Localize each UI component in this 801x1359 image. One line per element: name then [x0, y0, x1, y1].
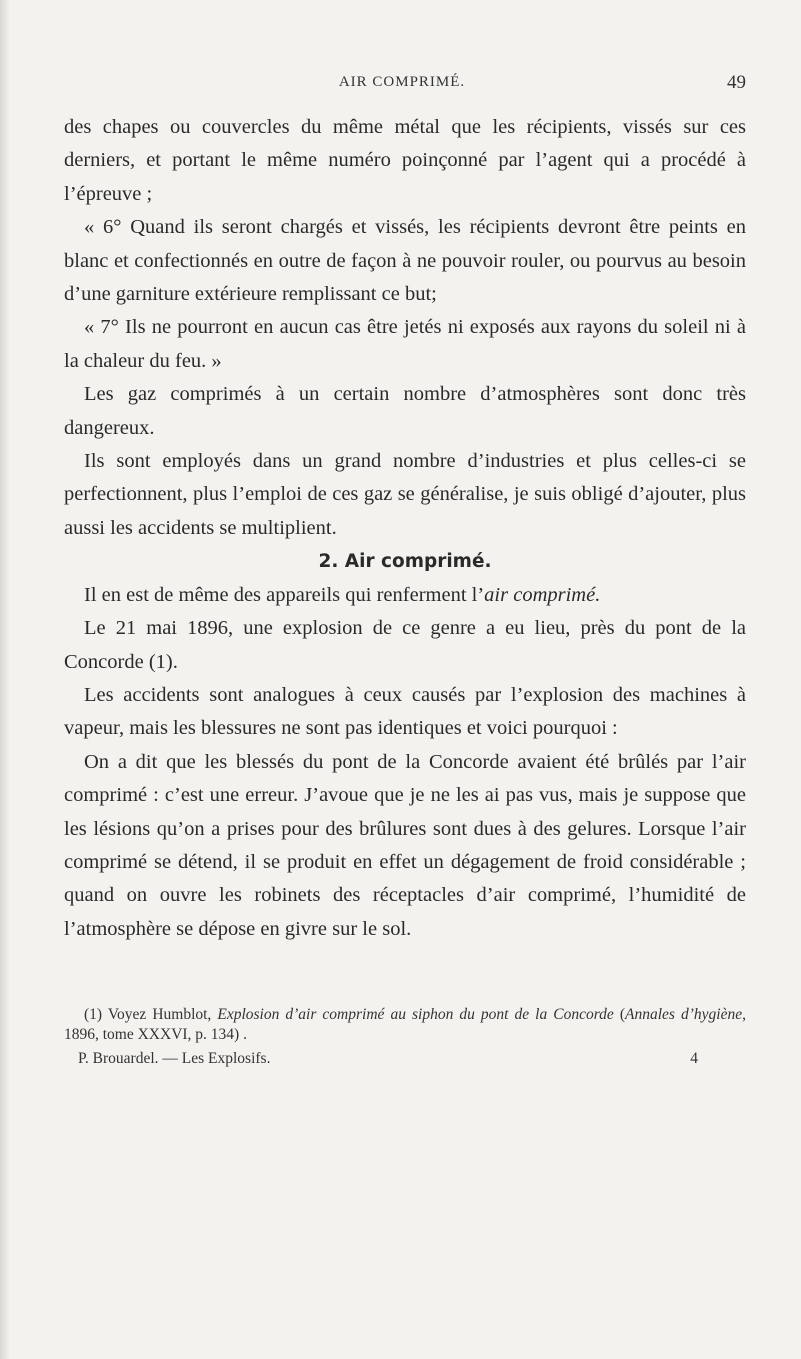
paragraph-5: Ils sont employés dans un grand nombre d’industries et plus celles-ci se perfectionnent, plus l’emploi de ces gaz se généralise, je suis obligé d’ajouter, plus aussi les accidents se multiplient.	[64, 450, 746, 539]
paragraph-6-italic: air comprimé.	[484, 583, 601, 606]
footnote	[64, 1005, 746, 1045]
paragraph-1: des chapes ou couvercles du même métal que les récipients, vissés sur ces derniers, et portant le même numéro poinçonné par l’agent qui a procédé à l’épreuve ;	[64, 116, 746, 205]
paragraph-6	[64, 579, 746, 612]
paragraph-2: « 6° Quand ils seront chargés et vissés, les récipients devront être peints en blanc et confectionnés en outre de façon à ne pouvoir rouler, ou pourvus au besoin d’une garniture extérieure remplissant ce but;	[64, 216, 746, 306]
footnote-text	[64, 1005, 746, 1045]
footnote-end: , 1896, tome XXXVI, p. 134) .	[64, 1006, 746, 1043]
footnote-title: Explosion d’air comprimé au siphon du pont de la Concorde	[217, 1006, 614, 1023]
paragraph-9: On a dit que les blessés du pont de la Concorde avaient été brûlés par l’air comprimé : c’est une erreur. J’avoue que je ne les ai pas vus, mais je suppose que les lésions qu’on a prises pour des brûlures sont dues à des gelures. Lorsque l’air comprimé se détend, il se produit en effet un dégagement de froid considérable ; quand on ouvre les robinets des réceptacles d’air comprimé, l’humidité de l’atmosphère se dépose en givre sur le sol.	[64, 750, 746, 940]
paragraph-7: Le 21 mai 1896, une explosion de ce genre a eu lieu, près du pont de la Concorde (1).	[64, 617, 746, 673]
paragraph-4: Les gaz comprimés à un certain nombre d’atmosphères sont donc très dangereux.	[64, 383, 746, 439]
signature-number: 4	[690, 1050, 698, 1067]
page-edge-shadow	[0, 0, 10, 1359]
paragraph-6-text: Il en est de même des appareils qui renferment l’	[84, 583, 485, 606]
paragraph-3: « 7° Ils ne pourront en aucun cas être jetés ni exposés aux rayons du soleil ni à la chaleur du feu. »	[64, 316, 746, 372]
signature-line	[78, 1050, 698, 1068]
footnote-marker: (1) Voyez Humblot,	[84, 1006, 218, 1023]
signature-text: P. Brouardel. — Les Explosifs.	[78, 1050, 271, 1067]
body-text	[64, 111, 746, 946]
footnote-journal: Annales d’hygiène	[625, 1006, 743, 1023]
running-head	[58, 74, 746, 98]
running-title: AIR COMPRIMÉ.	[338, 74, 466, 90]
page-number: 49	[727, 72, 746, 93]
footnote-mid: (	[613, 1006, 626, 1023]
section-heading: 2. Air comprimé.	[318, 551, 492, 573]
paragraph-8: Les accidents sont analogues à ceux causés par l’explosion des machines à vapeur, mais les blessures ne sont pas identiques et voici pourquoi :	[64, 683, 746, 740]
